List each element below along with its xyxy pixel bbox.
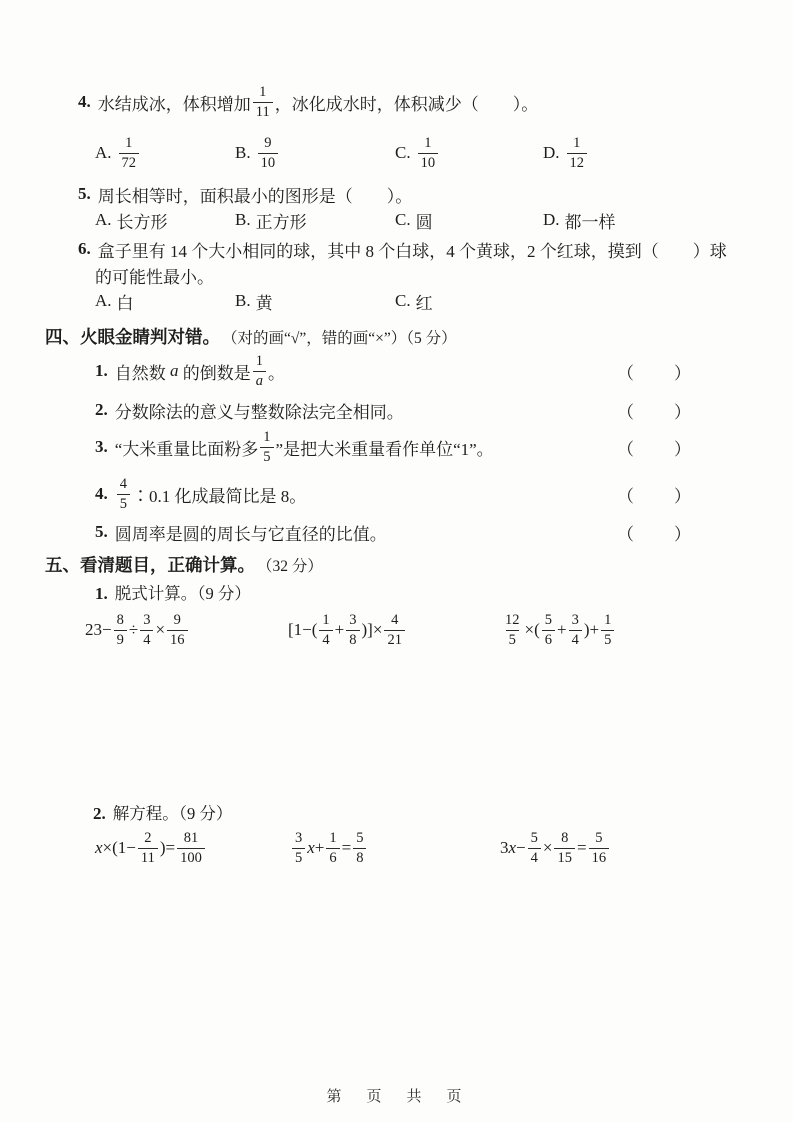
- judge-item-1-number: 1.: [95, 361, 108, 380]
- judge-item-2-answer-bracket: （ ）: [617, 402, 693, 422]
- equation-3: 3 x − $\frac{5}{4}$ × $\frac{8}{15}$ = $\frac{5}{16}$: [500, 823, 611, 873]
- fraction: $\frac{8}{9}$: [114, 612, 127, 648]
- fraction: $\frac{1}{10}$: [418, 135, 439, 171]
- judge-item-2-content: [95, 398, 404, 423]
- expression-3: $\frac{12}{5}$ ×( $\frac{5}{6}$ + $\frac{3}{4}$ )+ $\frac{1}{5}$: [500, 605, 616, 655]
- fraction: $\frac{8}{15}$: [554, 830, 575, 866]
- judge-item-2-text: 分数除法的意义与整数除法完全相同。: [114, 402, 404, 422]
- fraction: $\frac{5}{6}$: [542, 612, 555, 648]
- judge-item-5: [95, 520, 693, 544]
- question-5-stem: [78, 182, 412, 206]
- question-6-text-line1: 盒子里有 14 个大小相同的球，其中 8 个白球，4 个黄球，2 个红球，摸到（ ）球: [97, 241, 727, 261]
- option-c-label: C.: [395, 210, 411, 229]
- expression-2: [1−( $\frac{1}{4}$ + $\frac{3}{8}$ )]× $\frac{4}{21}$: [288, 605, 407, 655]
- judge-item-5-content: [95, 520, 387, 545]
- option-c-label: C.: [395, 143, 411, 162]
- question-5-options: [95, 208, 616, 232]
- option-b-label: B.: [235, 291, 251, 310]
- fraction: $\frac{1}{11}$: [253, 84, 273, 120]
- option-d: [543, 208, 616, 233]
- question-5-number: 5.: [78, 184, 91, 203]
- judge-item-3-answer-bracket: （ ）: [617, 439, 693, 459]
- question-6-options: [95, 289, 433, 313]
- section-4-title-note: （对的画“√”，错的画“×”）（5 分）: [222, 330, 457, 347]
- option-b-value: 黄: [255, 293, 273, 313]
- judge-item-1-text: 自然数 a 的倒数是 $\frac{1}{a}$ 。: [114, 353, 285, 389]
- section-4-title: [45, 324, 457, 349]
- option-b: [235, 289, 395, 314]
- question-4-text: 水结成冰，体积增加 $\frac{1}{11}$ ，冰化成水时，体积减少（ ）。: [97, 84, 539, 120]
- fraction: $\frac{3}{5}$: [292, 830, 305, 866]
- section-5-title-text: 五、看清题目，正确计算。: [45, 555, 255, 575]
- option-d-value: 都一样: [564, 212, 616, 232]
- option-c: [395, 289, 433, 314]
- fraction: $\frac{81}{100}$: [177, 830, 205, 866]
- fraction: $\frac{3}{4}$: [140, 612, 153, 648]
- option-a-value: 长方形: [116, 212, 168, 232]
- option-a: [95, 208, 235, 233]
- section-5-title: [45, 552, 323, 577]
- option-a-value: [117, 135, 142, 171]
- option-a-label: A.: [95, 143, 112, 162]
- question-6-stem-line1: [78, 237, 727, 261]
- option-b-value: 正方形: [255, 212, 307, 232]
- option-c: [395, 135, 543, 171]
- judge-item-4-number: 4.: [95, 484, 108, 503]
- option-a-label: A.: [95, 291, 112, 310]
- option-c: [395, 208, 543, 233]
- option-a-value: 白: [116, 293, 134, 313]
- judge-item-1-answer-bracket: （ ）: [617, 363, 693, 383]
- judge-item-1: [95, 350, 693, 392]
- fraction: $\frac{3}{8}$: [346, 612, 359, 648]
- option-a: [95, 289, 235, 314]
- option-d-label: D.: [543, 210, 560, 229]
- judge-item-3: [95, 426, 693, 468]
- equation-1: x ×(1− $\frac{2}{11}$ )= $\frac{81}{100}$: [95, 823, 207, 873]
- fraction: $\frac{1}{6}$: [326, 830, 339, 866]
- fraction: $\frac{2}{11}$: [138, 830, 158, 866]
- question-4-stem: [78, 80, 538, 124]
- fraction: $\frac{1}{12}$: [567, 135, 588, 171]
- judge-item-4-text: $\frac{4}{5}$ ∶0.1 化成最简比是 8。: [115, 476, 307, 512]
- fraction: $\frac{3}{4}$: [569, 612, 582, 648]
- fraction: $\frac{1}{72}$: [119, 135, 140, 171]
- calc-sub1-number: 1.: [95, 584, 108, 603]
- fraction: $\frac{9}{16}$: [167, 612, 188, 648]
- fraction: $\frac{4}{5}$: [117, 476, 130, 512]
- question-6-number: 6.: [78, 239, 91, 258]
- fraction: $\frac{5}{4}$: [528, 830, 541, 866]
- fraction: $\frac{5}{8}$: [353, 830, 366, 866]
- fraction: $\frac{1}{5}$: [601, 612, 614, 648]
- judge-item-4-answer-bracket: （ ）: [617, 486, 693, 506]
- fraction: $\frac{9}{10}$: [258, 135, 279, 171]
- fraction: $\frac{1}{a}$: [253, 353, 266, 389]
- option-a: [95, 135, 235, 171]
- option-b: [235, 208, 395, 233]
- judge-item-5-number: 5.: [95, 522, 108, 541]
- option-c-value: [416, 135, 441, 171]
- fraction: $\frac{1}{5}$: [260, 429, 273, 465]
- judge-item-4: [95, 473, 693, 515]
- option-a-label: A.: [95, 210, 112, 229]
- judge-item-5-text: 圆周率是圆的周长与它直径的比值。: [114, 524, 387, 544]
- option-b-label: B.: [235, 143, 251, 162]
- judge-item-1-content: [95, 353, 285, 389]
- question-4-options: [95, 131, 589, 175]
- question-6-text-line2: 的可能性最小。: [95, 267, 214, 287]
- fraction: $\frac{5}{16}$: [589, 830, 610, 866]
- calc-sub1-label: [95, 580, 251, 604]
- judge-item-3-number: 3.: [95, 437, 108, 456]
- option-b-label: B.: [235, 210, 251, 229]
- option-c-label: C.: [395, 291, 411, 310]
- question-5-text: 周长相等时，面积最小的图形是（ ）。: [97, 186, 413, 206]
- calc-sub1-text: 脱式计算。（9 分）: [114, 584, 251, 603]
- question-4-number: 4.: [78, 92, 91, 111]
- judge-item-2-number: 2.: [95, 400, 108, 419]
- question-6-stem-line2: [95, 263, 214, 287]
- calc-sub2-label: [93, 800, 232, 824]
- footer-page-label: 第 页 共 页: [326, 1088, 467, 1105]
- judge-item-2: [95, 398, 693, 422]
- fraction: $\frac{12}{5}$: [505, 612, 520, 648]
- judge-item-4-content: [95, 476, 306, 512]
- calc-sub2-text: 解方程。（9 分）: [112, 804, 233, 823]
- option-b: [235, 135, 395, 171]
- option-d-label: D.: [543, 143, 560, 162]
- fraction: $\frac{1}{4}$: [319, 612, 332, 648]
- judge-item-5-answer-bracket: （ ）: [617, 524, 693, 544]
- section-4-title-text: 四、火眼金睛判对错。: [45, 327, 220, 347]
- judge-item-3-content: [95, 429, 494, 465]
- expression-1: 23− $\frac{8}{9}$ ÷ $\frac{3}{4}$ × $\frac{9}{16}$: [85, 605, 190, 655]
- fraction: $\frac{4}{21}$: [384, 612, 405, 648]
- option-d-value: [565, 135, 590, 171]
- calc-sub2-number: 2.: [93, 804, 106, 823]
- option-c-value: 红: [415, 293, 433, 313]
- option-c-value: 圆: [415, 212, 433, 232]
- section-5-title-score: （32 分）: [257, 558, 323, 575]
- option-b-value: [256, 135, 281, 171]
- option-d: [543, 135, 589, 171]
- equation-2: $\frac{3}{5}$ x + $\frac{1}{6}$ = $\frac{5}{8}$: [290, 823, 368, 873]
- judge-item-3-text: “大米重量比面粉多 $\frac{1}{5}$ ”是把大米重量看作单位“1”。: [114, 429, 494, 465]
